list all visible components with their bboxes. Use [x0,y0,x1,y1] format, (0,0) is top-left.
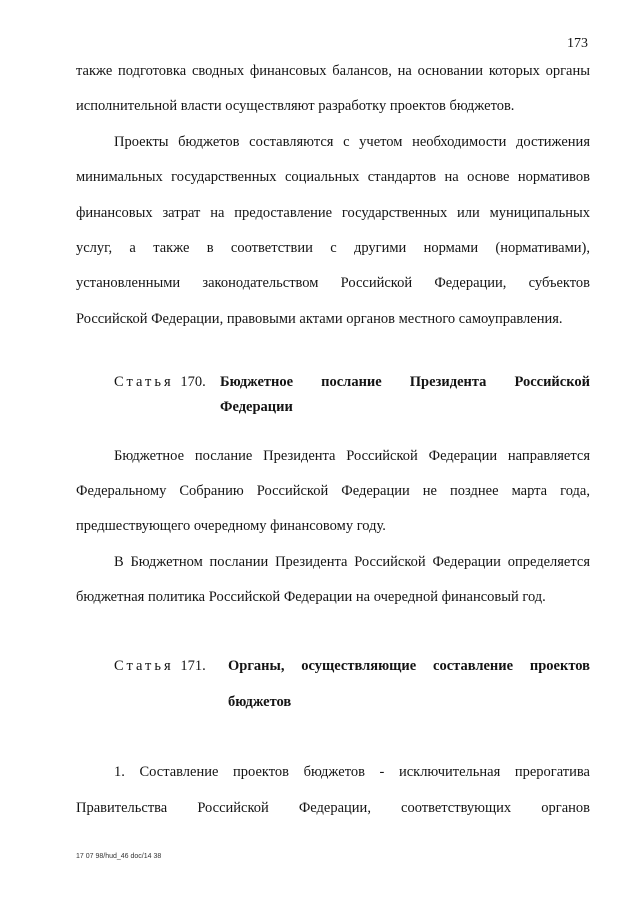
article-170-number: 170. [180,374,206,390]
article-171-title: Органы, осуществляющие составление проектов [228,658,590,674]
article-170-label [114,373,206,391]
article-171-label [114,657,206,675]
paragraph-4-line-2: бюджетная политика Российской Федерации на очередной финансовый год. [76,589,546,605]
article-171-number: 171. [180,658,206,674]
article-170-title: Бюджетное послание Президента Российской [220,374,590,390]
paragraph-2-line-4: услуг, а также в соответствии с другими нормами (нормативами), [76,240,590,256]
page-number: 173 [567,36,588,51]
paragraph-2-line-1: Проекты бюджетов составляются с учетом необходимости достижения [114,134,590,150]
paragraph-1-line-2: исполнительной власти осуществляют разработку проектов бюджетов. [76,98,515,114]
paragraph-2-line-2: минимальных государственных социальных стандартов на основе нормативов [76,169,590,185]
footer-file-info: 17 07 98/hud_46 doc/14 38 [76,853,162,860]
paragraph-5-line-2: Правительства Российской Федерации, соответствующих органов [76,800,590,816]
paragraph-1-line-1: также подготовка сводных финансовых балансов, на основании которых органы [76,63,590,79]
paragraph-2-line-3: финансовых затрат на предоставление государственных или муниципальных [76,205,590,221]
paragraph-2-line-5: установленными законодательством Российской Федерации, субъектов [76,275,590,291]
article-170-title-cont: Федерации [220,399,293,415]
paragraph-5-line-1: 1. Составление проектов бюджетов - исключительная прерогатива [114,764,590,780]
article-171-title-cont: бюджетов [228,694,292,710]
article-171-word: Статья [114,658,174,674]
paragraph-3-line-2: Федеральному Собранию Российской Федерации не позднее марта года, [76,483,590,499]
paragraph-3-line-3: предшествующего очередному финансовому году. [76,518,386,534]
article-170-word: Статья [114,374,174,390]
paragraph-4-line-1: В Бюджетном послании Президента Российской Федерации определяется [114,554,590,570]
paragraph-2-line-6: Российской Федерации, правовыми актами органов местного самоуправления. [76,311,563,327]
paragraph-3-line-1: Бюджетное послание Президента Российской Федерации направляется [114,448,590,464]
